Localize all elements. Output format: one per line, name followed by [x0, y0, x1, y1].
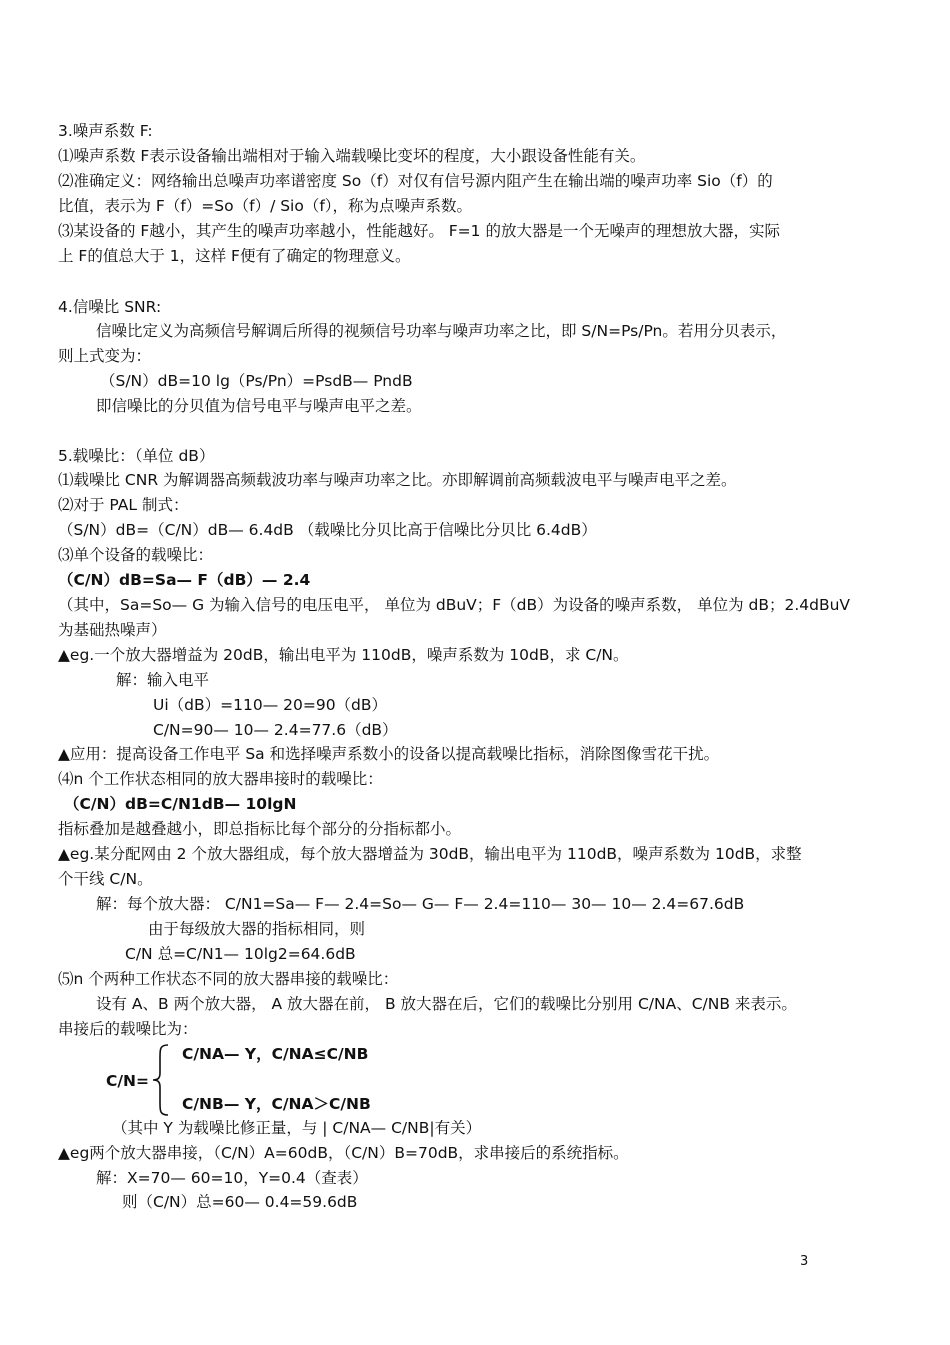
section-4-formula: （S/N）dB=10 lg（Ps/Pn）=PsdB— PndB [100, 372, 413, 390]
example-3-solution-2: 则（C/N）总=60— 0.4=59.6dB [122, 1193, 358, 1211]
example-3-solution-1: 解：X=70— 60=10，Y=0.4（查表） [96, 1169, 368, 1187]
section-3-para-3a: ⑶某设备的 F越小，其产生的噪声功率越小，性能越好。 F=1 的放大器是一个无噪声的理想放大器，实际 [58, 222, 780, 240]
section-3-para-2a: ⑵准确定义：网络输出总噪声功率谱密度 So（f）对仅有信号源内阻产生在输出端的噪声功率 Sio（f）的 [58, 172, 773, 190]
section-5-title: 5.载噪比：（单位 dB） [58, 447, 215, 465]
section-5-note-1a: （其中，Sa=So— G 为输入信号的电压电平， 单位为 dBuV；F（dB）为设备的噪声系数， 单位为 dB；2.4dBuV [58, 596, 851, 614]
section-5-para-3: ⑶单个设备的载噪比： [58, 546, 214, 564]
example-2-solution-2: 由于每级放大器的指标相同，则 [148, 920, 366, 938]
page-number: 3 [800, 1254, 809, 1269]
section-5-formula-2: （C/N）dB=Sa— F（dB）— 2.4 [58, 571, 311, 589]
section-4-para-1b: 则上式变为： [58, 347, 152, 365]
section-5-para-5-note: （其中 Y 为载噪比修正量，与 | C/NA— C/NB|有关） [112, 1119, 482, 1137]
example-1-solution-2: Ui（dB）=110— 20=90（dB） [153, 696, 388, 714]
piecewise-case-2: C/NB— Y，C/NA＞C/NB [182, 1095, 371, 1113]
example-1-solution-3: C/N=90— 10— 2.4=77.6（dB） [153, 721, 398, 739]
application-note: ▲应用：提高设备工作电平 Sa 和选择噪声系数小的设备以提高载噪比指标，消除图像雪花干扰。 [58, 745, 720, 763]
piecewise-lhs: C/N= [106, 1072, 149, 1090]
piecewise-case-1: C/NA— Y，C/NA≤C/NB [182, 1045, 369, 1063]
section-3-para-1: ⑴噪声系数 F表示设备输出端相对于输入端载噪比变坏的程度，大小跟设备性能有关。 [58, 147, 646, 165]
example-1: ▲eg.一个放大器增益为 20dB，输出电平为 110dB，噪声系数为 10dB，求 C/N。 [58, 646, 629, 664]
section-5-note-1b: 为基础热噪声） [58, 621, 167, 639]
example-2-solution-3: C/N 总=C/N1— 10lg2=64.6dB [125, 945, 356, 963]
section-5-para-5b: 串接后的载噪比为： [58, 1020, 198, 1038]
section-4-para-2: 即信噪比的分贝值为信号电平与噪声电平之差。 [96, 397, 422, 415]
section-3-para-2b: 比值，表示为 F（f）=So（f）/ Sio（f），称为点噪声系数。 [58, 197, 473, 215]
section-5-para-1: ⑴载噪比 CNR 为解调器高频载波功率与噪声功率之比。亦即解调前高频载波电平与噪声电平之差。 [58, 471, 737, 489]
section-4-title: 4.信噪比 SNR: [58, 298, 162, 316]
example-2b: 个干线 C/N。 [58, 870, 153, 888]
example-2a: ▲eg.某分配网由 2 个放大器组成，每个放大器增益为 30dB，输出电平为 110dB，噪声系数为 10dB，求整 [58, 845, 802, 863]
example-1-solution-1: 解：输入电平 [116, 671, 210, 689]
example-2-solution-1: 解：每个放大器： C/N1=Sa— F— 2.4=So— G— F— 2.4=110— 30— 10— 2.4=67.6dB [96, 895, 745, 913]
example-3: ▲eg两个放大器串接，（C/N）A=60dB，（C/N）B=70dB，求串接后的系统指标。 [58, 1144, 629, 1162]
section-5-para-2: ⑵对于 PAL 制式： [58, 496, 189, 514]
section-3-title: 3.噪声系数 F: [58, 122, 153, 140]
section-5-para-5a: 设有 A、B 两个放大器， A 放大器在前， B 放大器在后，它们的载噪比分别用 C/NA、C/NB 来表示。 [96, 995, 797, 1013]
section-5-para-4: ⑷n 个工作状态相同的放大器串接时的载噪比： [58, 770, 383, 788]
left-brace-icon [150, 1043, 172, 1117]
section-5-formula-3: （C/N）dB=C/N1dB— 10lgN [64, 795, 297, 813]
section-4-para-1a: 信噪比定义为高频信号解调后所得的视频信号功率与噪声功率之比，即 S/N=Ps/Pn。若用分贝表示， [96, 322, 787, 340]
section-3-para-3b: 上 F的值总大于 1，这样 F便有了确定的物理意义。 [58, 247, 411, 265]
section-5-para-4-note: 指标叠加是越叠越小，即总指标比每个部分的分指标都小。 [58, 820, 462, 838]
section-5-formula-1: （S/N）dB=（C/N）dB— 6.4dB （载噪比分贝比高于信噪比分贝比 6.4dB） [58, 521, 597, 539]
section-5-para-5: ⑸n 个两种工作状态不同的放大器串接的载噪比： [58, 970, 399, 988]
